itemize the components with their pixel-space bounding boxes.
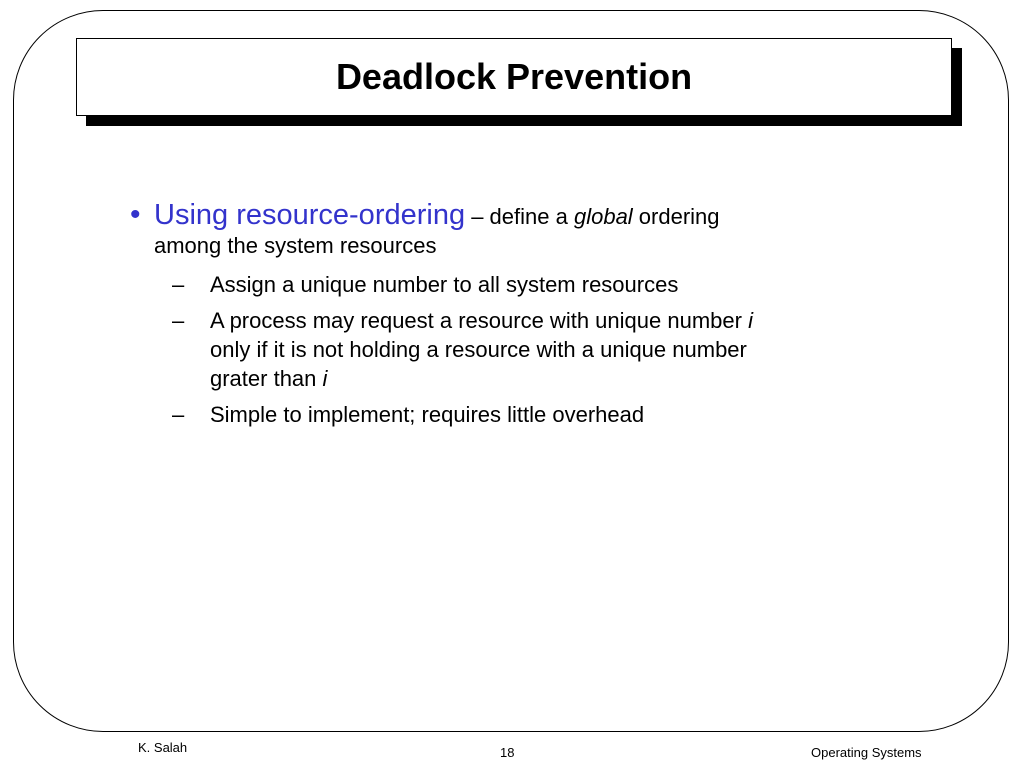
sub-bullet-line3-pre: grater than bbox=[210, 366, 323, 391]
bullet-dot-icon: • bbox=[130, 198, 141, 231]
bullet-rest-italic: global bbox=[573, 204, 633, 229]
sub-bullet-text: Simple to implement; requires little overhead bbox=[210, 402, 645, 427]
footer-page-number: 18 bbox=[500, 745, 515, 760]
dash-marker: – bbox=[172, 308, 185, 333]
dash-marker: – bbox=[172, 272, 185, 297]
sub-bullet-list bbox=[172, 270, 870, 429]
bullet-rest-post: ordering bbox=[632, 204, 720, 229]
sub-bullet-line1-italic: i bbox=[748, 308, 753, 333]
dash-marker: – bbox=[172, 402, 185, 427]
sub-bullet-line2: only if it is not holding a resource with a unique number bbox=[210, 337, 747, 362]
bullet-resource-ordering bbox=[130, 198, 870, 260]
sub-bullet-line1-pre: A process may request a resource with unique number bbox=[210, 308, 749, 333]
sub-bullet-assign-number bbox=[172, 270, 870, 299]
bullet-rest-pre: – define a bbox=[465, 204, 574, 229]
bullet-accent-text: Using resource-ordering bbox=[154, 199, 466, 231]
sub-bullet-request-rule bbox=[172, 306, 870, 393]
sub-bullet-simple bbox=[172, 400, 870, 429]
slide-content bbox=[130, 198, 870, 436]
sub-bullet-line3-italic: i bbox=[322, 366, 328, 391]
sub-bullet-text: Assign a unique number to all system resources bbox=[210, 272, 679, 297]
footer-author: K. Salah bbox=[138, 740, 188, 755]
title-box bbox=[76, 38, 952, 116]
footer-course: Operating Systems bbox=[811, 745, 922, 760]
slide-title: Deadlock Prevention bbox=[335, 56, 693, 97]
bullet-line-2: among the system resources bbox=[154, 233, 437, 258]
